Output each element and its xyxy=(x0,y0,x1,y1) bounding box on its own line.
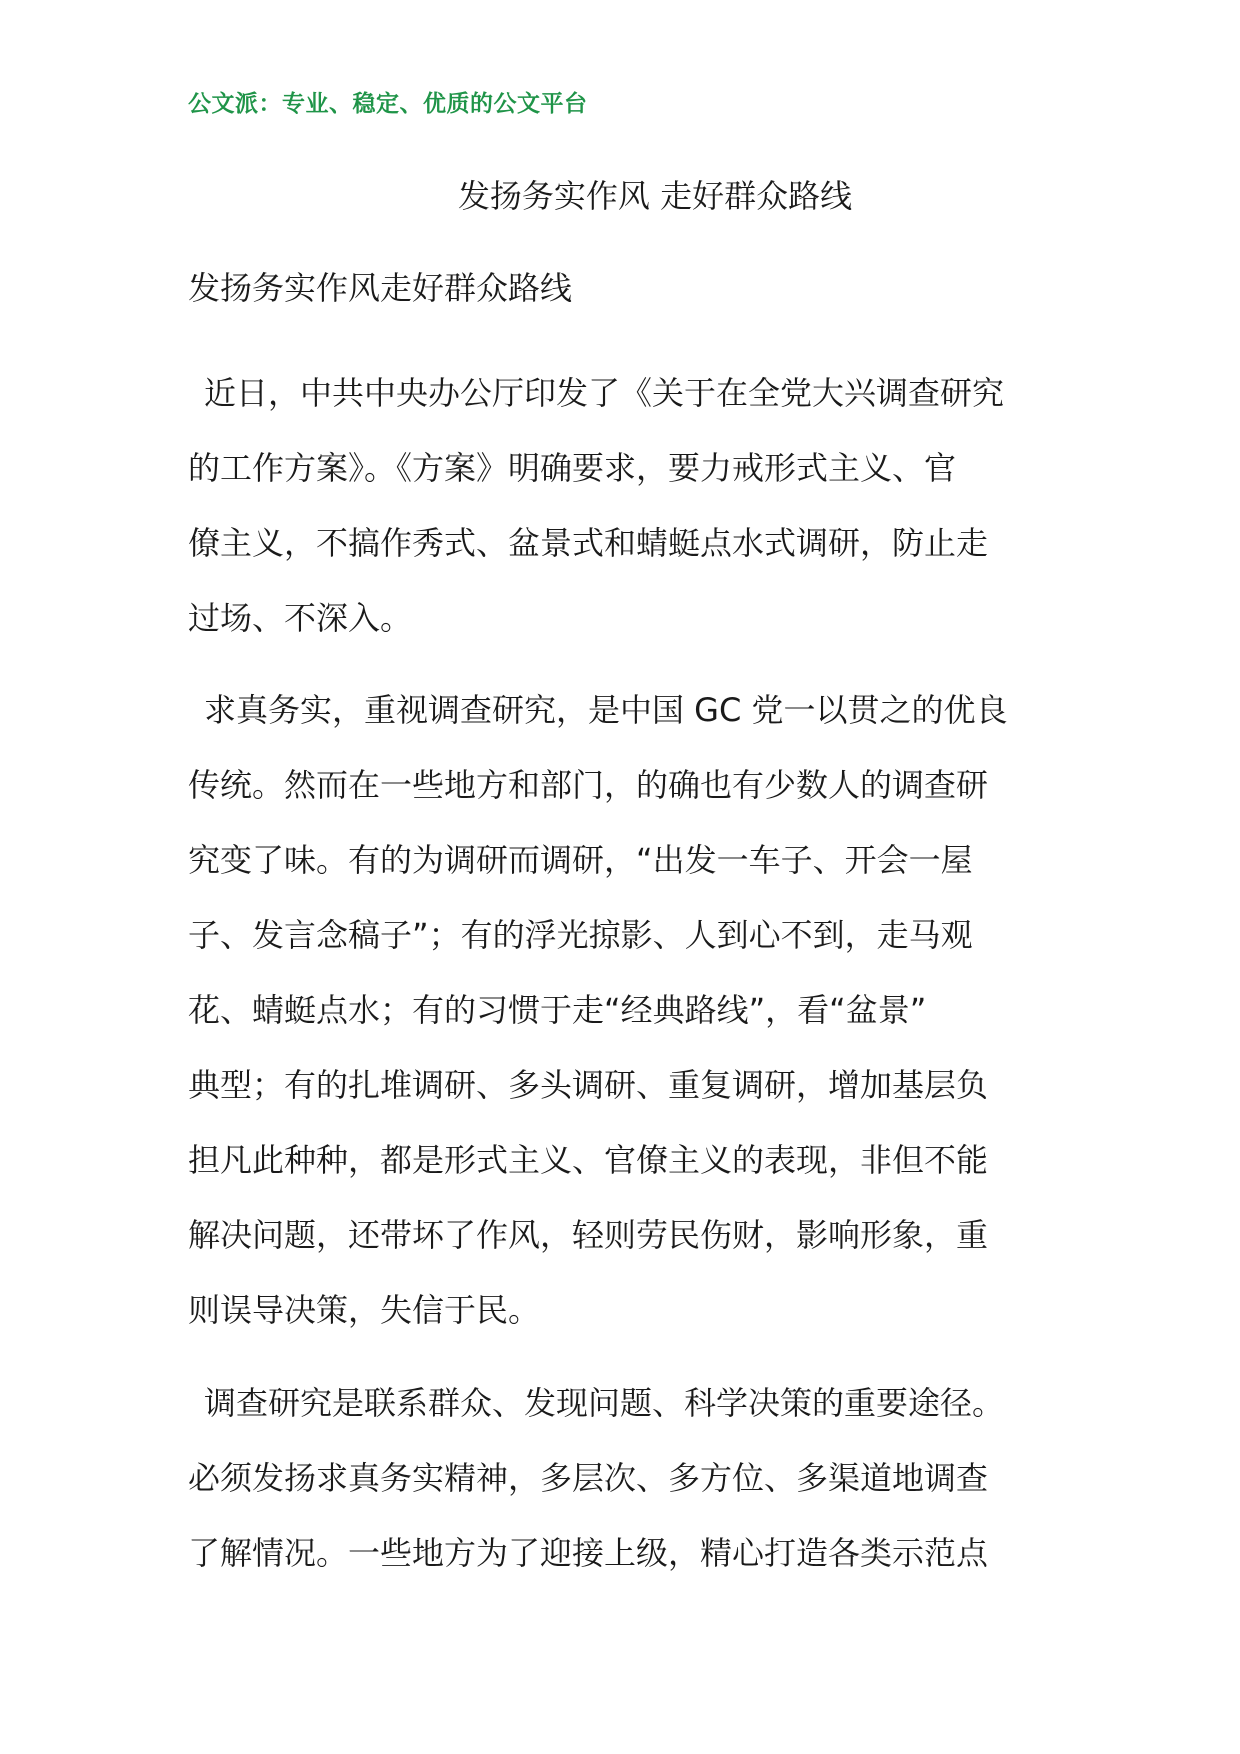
document-title: 发扬务实作风 走好群众路线 xyxy=(457,177,853,215)
paragraph-line: 必须发扬求真务实精神，多层次、多方位、多渠道地调查 xyxy=(188,1459,989,1497)
paragraph-line: 过场、不深入。 xyxy=(188,599,413,637)
paragraph-line: 解决问题，还带坏了作风，轻则劳民伤财，影响形象，重 xyxy=(188,1216,989,1254)
paragraph-line: 花、蜻蜓点水；有的习惯于走“经典路线”，看“盆景” xyxy=(188,991,927,1029)
paragraph-line: 子、发言念稿子”；有的浮光掠影、人到心不到，走马观 xyxy=(188,916,973,954)
paragraph-line: 担凡此种种，都是形式主义、官僚主义的表现，非但不能 xyxy=(188,1141,989,1179)
paragraph-line: 近日，中共中央办公厅印发了《关于在全党大兴调查研究 xyxy=(204,374,1005,412)
paragraph-line: 的工作方案》。《方案》明确要求，要力戒形式主义、官 xyxy=(188,449,957,487)
paragraph-line: 调查研究是联系群众、发现问题、科学决策的重要途径。 xyxy=(204,1384,1005,1422)
paragraph-line: 典型；有的扎堆调研、多头调研、重复调研，增加基层负 xyxy=(188,1066,989,1104)
body-paragraph xyxy=(188,673,1068,1348)
body-paragraph xyxy=(188,356,1068,656)
paragraph-line: 传统。然而在一些地方和部门，的确也有少数人的调查研 xyxy=(188,766,989,804)
paragraph-line: 僚主义，不搞作秀式、盆景式和蜻蜓点水式调研，防止走 xyxy=(188,524,989,562)
paragraph-line: 了解情况。一些地方为了迎接上级，精心打造各类示范点 xyxy=(188,1534,989,1572)
paragraph-line: 究变了味。有的为调研而调研，“出发一车子、开会一屋 xyxy=(188,841,973,879)
paragraph-line: 则误导决策，失信于民。 xyxy=(188,1291,541,1329)
platform-banner: 公文派：专业、稳定、优质的公文平台 xyxy=(188,91,588,117)
body-paragraph xyxy=(188,1366,1068,1591)
paragraph-line: 求真务实，重视调查研究，是中国 GC 党一以贯之的优良 xyxy=(204,691,1008,729)
document-subtitle: 发扬务实作风走好群众路线 xyxy=(188,269,573,307)
